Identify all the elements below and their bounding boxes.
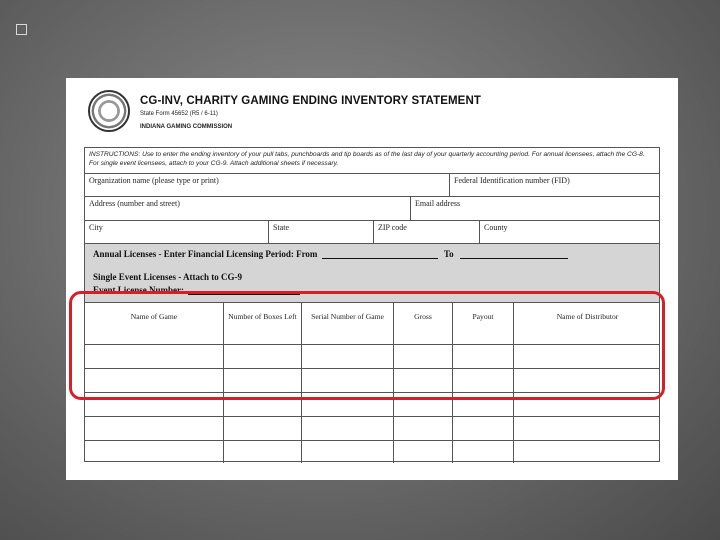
address-row: [85, 197, 659, 221]
state-field[interactable]: State: [268, 221, 373, 243]
state-form-number: State Form 45652 (R5 / 6-11): [140, 111, 218, 117]
annual-license-line: [93, 249, 568, 259]
form-title: CG-INV, CHARITY GAMING ENDING INVENTORY STATEMENT: [140, 95, 481, 107]
single-event-line: Single Event Licenses - Attach to CG-9: [93, 272, 242, 282]
header-boxes-left: Number of Boxes Left: [223, 303, 301, 344]
address-field[interactable]: Address (number and street): [89, 199, 180, 208]
zip-field[interactable]: ZIP code: [373, 221, 479, 243]
org-row: [85, 174, 659, 197]
from-date-field[interactable]: [322, 250, 438, 259]
county-field[interactable]: County: [479, 221, 661, 243]
state-seal-icon: [88, 90, 130, 132]
header-serial-number: Serial Number of Game: [301, 303, 393, 344]
slide-bullet-icon: [16, 24, 27, 35]
header-gross: Gross: [393, 303, 452, 344]
instructions: INSTRUCTIONS: Use to enter the ending inventory of your pull tabs, punchboards and tip boards as of the last day of your quarterly accounting period. For annual licensees, attach the CG-8. For single event licensees, attach to your CG-9. Attach additional sheets if necessary.: [85, 148, 659, 174]
to-date-field[interactable]: [460, 250, 568, 259]
table-row[interactable]: [85, 440, 659, 464]
event-number-label: Event License Number:: [93, 285, 184, 295]
table-highlight-box: [69, 291, 665, 400]
organization-name-field[interactable]: Organization name (please type or print): [89, 176, 219, 185]
header-distributor: Name of Distributor: [513, 303, 661, 344]
annual-license-label: Annual Licenses - Enter Financial Licensing Period: From: [93, 249, 318, 259]
to-label: To: [443, 249, 454, 259]
header-name-of-game: Name of Game: [130, 312, 178, 321]
city-field[interactable]: City: [89, 223, 103, 232]
header-payout: Payout: [452, 303, 513, 344]
city-row: [85, 221, 659, 244]
email-field[interactable]: Email address: [410, 197, 661, 220]
table-row[interactable]: [85, 416, 659, 440]
agency-name: INDIANA GAMING COMMISSION: [140, 124, 233, 130]
fid-field[interactable]: Federal Identification number (FID): [449, 174, 661, 196]
form-document: [66, 78, 678, 480]
